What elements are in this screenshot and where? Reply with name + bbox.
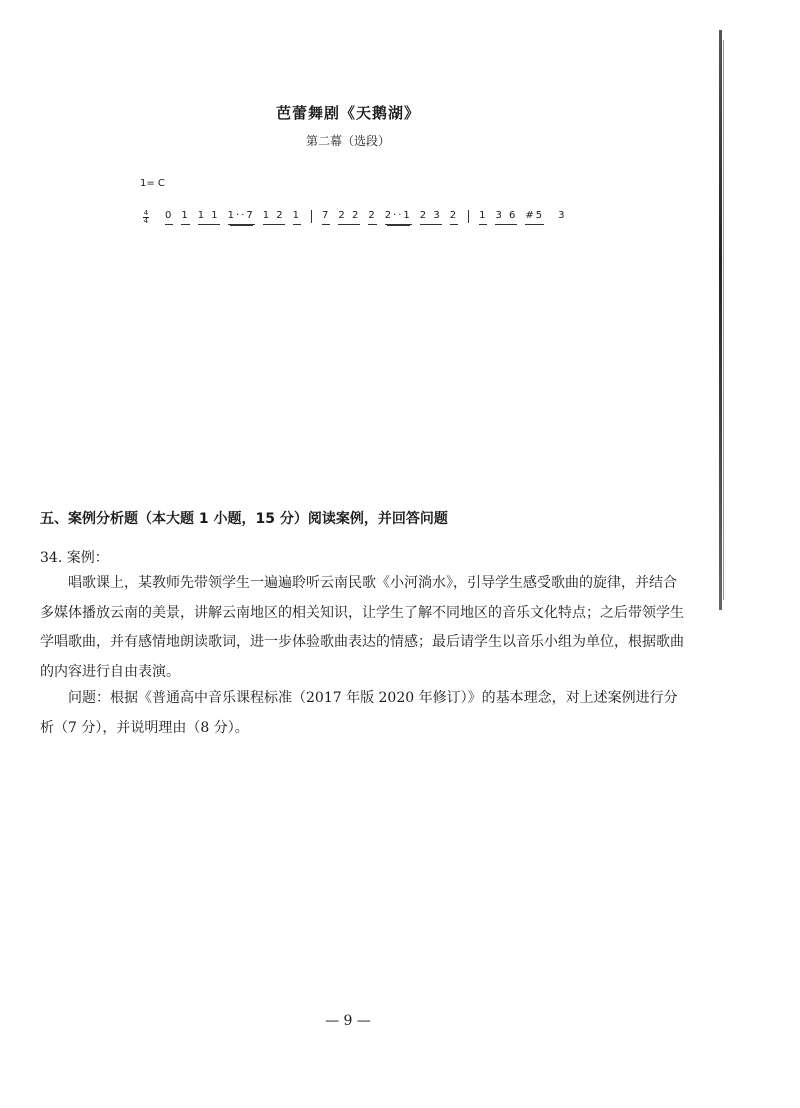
case-paragraph: 唱歌课上，某教师先带领学生一遍遍聆听云南民歌《小河淌水》，引导学生感受歌曲的旋律，并结合多媒体播放云南的美景，讲解云南地区的相关知识，让学生了解不同地区的音乐文化特点；之后带领学生学唱歌曲，并有感情地朗读歌词，进一步体验歌曲表达的情感；最后请学生以音乐小组为单位，根据歌曲的内容进行自由表演。 xyxy=(40,575,684,680)
note-group: 1 xyxy=(479,210,487,225)
note-group: 7 xyxy=(322,210,330,225)
scan-edge-line-secondary xyxy=(723,40,724,600)
note-group: 2 xyxy=(450,210,458,225)
section-heading: 五、案例分析题（本大题 1 小题，15 分）阅读案例，并回答问题 xyxy=(40,511,448,527)
note-group: 2 xyxy=(368,210,376,225)
score-title: 芭蕾舞剧《天鹅湖》 xyxy=(275,104,420,122)
page-number: — 9 — xyxy=(325,1013,371,1029)
question-paragraph: 问题：根据《普通高中音乐课程标准（2017 年版 2020 年修订）》的基本理念，对上述案例进行分析（7 分），并说明理由（8 分）。 xyxy=(40,690,678,736)
time-signature: 4 4 xyxy=(143,209,149,225)
measure-1 xyxy=(159,210,307,225)
barline xyxy=(468,210,469,223)
note-group: 1··7 xyxy=(228,210,255,225)
note-group: #5 xyxy=(525,210,544,225)
note-group: 2··1 xyxy=(385,210,412,225)
note-group: 1 2 xyxy=(263,210,285,225)
score-subtitle: 第二幕（选段） xyxy=(305,134,390,148)
question-number: 34. 案例： xyxy=(40,550,109,566)
note-group: 2 2 xyxy=(338,210,360,225)
note-group: 2 3 xyxy=(420,210,442,225)
note-group: 1 xyxy=(293,210,301,225)
note-group: 3 6 xyxy=(495,210,517,225)
note-group: 3 xyxy=(558,210,565,221)
numbered-notation-staff xyxy=(143,210,570,238)
note-group: 0 xyxy=(165,210,173,225)
key-signature: 1= C xyxy=(140,178,165,189)
note-group: 1 1 xyxy=(198,210,220,225)
note-group: 1 xyxy=(181,210,189,225)
measure-2 xyxy=(316,210,464,225)
measure-3 xyxy=(473,210,570,225)
scan-edge-line xyxy=(719,30,722,610)
barline xyxy=(311,210,312,223)
